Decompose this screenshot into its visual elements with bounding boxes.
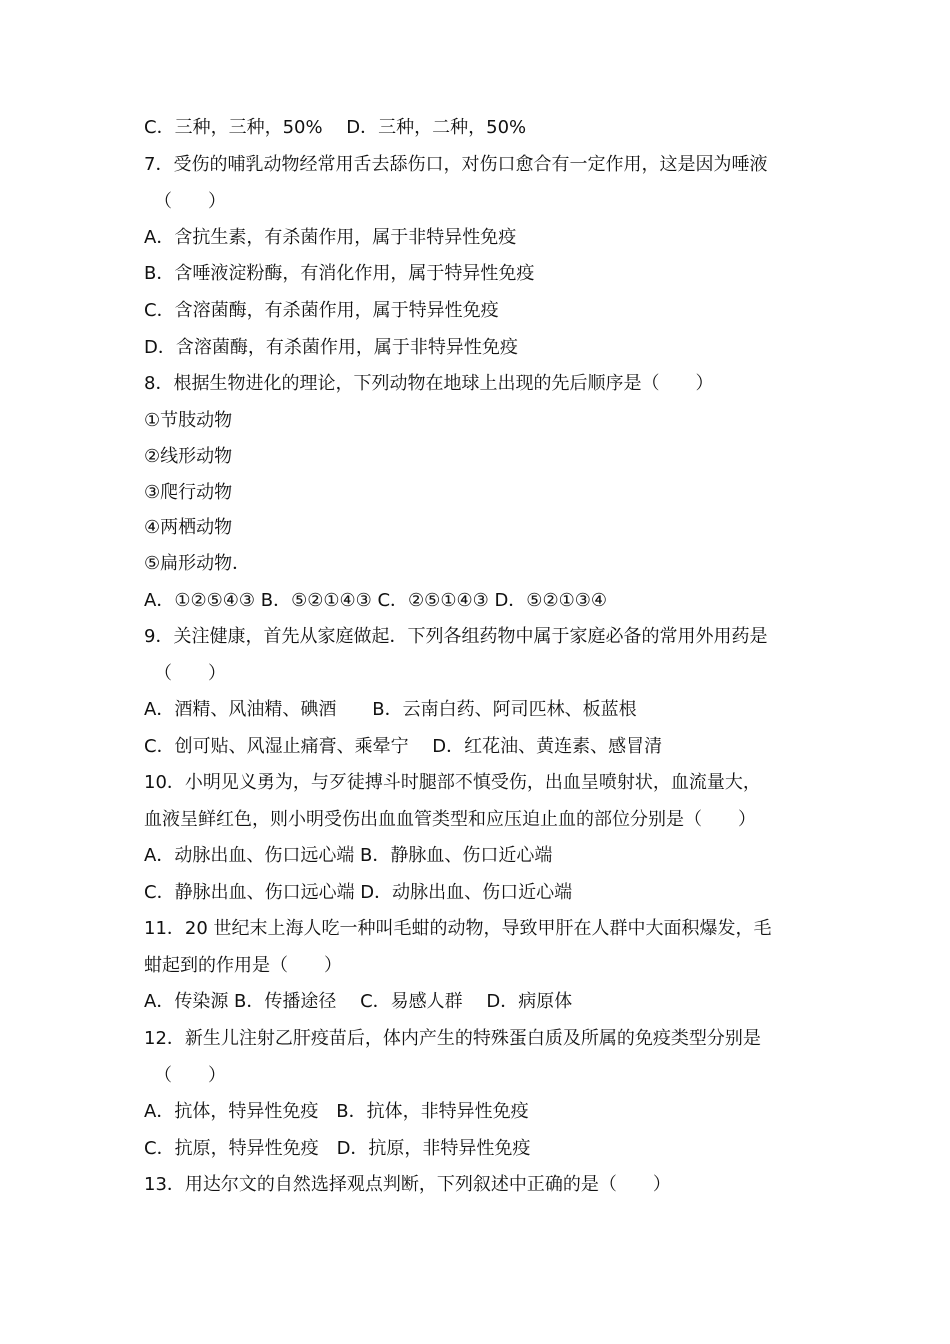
q12-options-ab: A．抗体，特异性免疫 B．抗体，非特异性免疫	[144, 1101, 529, 1122]
q10-options-ab: A．动脉出血、伤口远心端 B．静脉血、伤口近心端	[144, 845, 553, 866]
q8-item-4: ④两栖动物	[144, 517, 233, 538]
q7-blank: （ ）	[154, 191, 226, 212]
q9-options-cd: C．创可贴、风湿止痛膏、乘晕宁 D．红花油、黄连素、感冒清	[144, 736, 663, 757]
q9-blank: （ ）	[154, 663, 226, 684]
q10-stem-line1: 10．小明见义勇为，与歹徒搏斗时腿部不慎受伤，出血呈喷射状，血流量大，	[144, 772, 761, 793]
q8-item-3: ③爬行动物	[144, 482, 233, 503]
q11-stem-line1: 11．20 世纪末上海人吃一种叫毛蚶的动物，导致甲肝在人群中大面积爆发，毛	[144, 918, 772, 939]
q7-option-a: A．含抗生素，有杀菌作用，属于非特异性免疫	[144, 227, 517, 248]
q8-stem: 8．根据生物进化的理论，下列动物在地球上出现的先后顺序是（ ）	[144, 373, 714, 394]
q7-option-b: B．含唾液淀粉酶，有消化作用，属于特异性免疫	[144, 263, 535, 284]
q7-option-c: C．含溶菌酶，有杀菌作用，属于特异性免疫	[144, 300, 499, 321]
q10-options-cd: C．静脉出血、伤口远心端 D．动脉出血、伤口近心端	[144, 882, 573, 903]
q9-stem: 9．关注健康，首先从家庭做起．下列各组药物中属于家庭必备的常用外用药是	[144, 626, 768, 647]
q6-options-cd: C．三种，三种，50% D．三种，二种，50%	[144, 117, 527, 138]
q13-stem: 13．用达尔文的自然选择观点判断，下列叙述中正确的是（ ）	[144, 1174, 671, 1195]
q11-options: A．传染源 B．传播途径 C．易感人群 D．病原体	[144, 991, 573, 1012]
q12-blank: （ ）	[154, 1065, 226, 1086]
q7-stem: 7．受伤的哺乳动物经常用舌去舔伤口，对伤口愈合有一定作用，这是因为唾液	[144, 154, 768, 175]
q8-options: A．①②⑤④③ B．⑤②①④③ C．②⑤①④③ D．⑤②①③④	[144, 590, 607, 611]
q8-item-2: ②线形动物	[144, 446, 233, 467]
q10-stem-line2: 血液呈鲜红色，则小明受伤出血血管类型和应压迫止血的部位分别是（ ）	[144, 809, 756, 830]
q12-options-cd: C．抗原，特异性免疫 D．抗原，非特异性免疫	[144, 1138, 531, 1159]
q9-options-ab: A．酒精、风油精、碘酒 B．云南白药、阿司匹林、板蓝根	[144, 699, 637, 720]
q12-stem: 12．新生儿注射乙肝疫苗后，体内产生的特殊蛋白质及所属的免疫类型分别是	[144, 1028, 761, 1049]
q8-item-1: ①节肢动物	[144, 410, 233, 431]
q7-option-d: D．含溶菌酶，有杀菌作用，属于非特异性免疫	[144, 337, 518, 358]
q8-item-5: ⑤扁形动物．	[144, 553, 251, 574]
q11-stem-line2: 蚶起到的作用是（ ）	[144, 955, 342, 976]
